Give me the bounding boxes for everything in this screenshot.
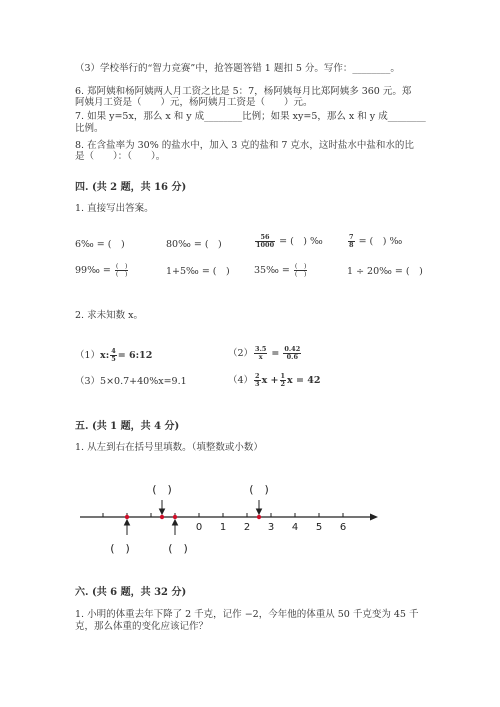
section6-heading: 六. (共 6 题，共 32 分): [75, 587, 187, 598]
tick-label-5: 5: [315, 522, 323, 533]
tick-label-0: 0: [195, 522, 203, 533]
calc-7-over-8: $\frac{7}{8}$ = ( ) ‰: [349, 233, 403, 249]
q8-text-line1: 8. 在含盐率为 30% 的盐水中，加入 3 克的盐和 7 克水，这时盐水中盐和水的比: [75, 140, 414, 151]
calc-35-permille: 35‰ = $\frac{( )}{( )}$: [254, 262, 307, 278]
s4-q2-title: 2. 求未知数 x。: [75, 310, 143, 321]
equation-4: （4） $\frac{2}{3}$ x + $\frac{1}{2}$ x = 42: [228, 372, 321, 388]
s5-q1-title: 1. 从左到右在括号里填数。（填整数或小数）: [75, 442, 263, 453]
equation-1: （1）x: $\frac{4}{5}$ = 6:12: [75, 347, 153, 363]
blank-bottom-a: ( ): [110, 542, 130, 555]
blank-bottom-b: ( ): [168, 542, 188, 555]
arrow-up-icon: [173, 520, 178, 535]
equation-3: （3）5×0.7+40%x=9.1: [75, 376, 187, 387]
number-line-figure: [0, 480, 500, 570]
equation-2: （2） $\frac{3.5}{x}$ = $\frac{0.42}{0.6}$: [228, 345, 301, 361]
blank-top-a: ( ): [152, 483, 172, 496]
red-point-b: [160, 515, 164, 519]
tick-label-4: 4: [291, 522, 299, 533]
red-point-c: [173, 515, 177, 519]
calc-1-div-20-permille: 1 ÷ 20‰ = ( ): [347, 266, 423, 277]
q6-text-line1: 6. 郑阿姨和杨阿姨两人月工资之比是 5：7，杨阿姨每月比郑阿姨多 360 元。郑: [75, 86, 412, 97]
arrow-down-icon: [160, 500, 165, 514]
arrow-down-icon: [257, 500, 262, 514]
axis-arrowhead: [370, 514, 378, 521]
calc-80-permille: 80‰ = ( ): [166, 239, 222, 250]
red-point-d: [257, 515, 261, 519]
q6-text-line2: 阿姨月工资是（ ）元，杨阿姨月工资是（ ）元。: [75, 97, 313, 108]
s6-q1-line1: 1. 小明的体重去年下降了 2 千克，记作 −2，今年他的体重从 50 千克变为 45 千: [75, 609, 419, 620]
q3-text: （3）学校举行的“智力竞赛”中，抢答题答错 1 题扣 5 分。写作：________。: [75, 63, 400, 74]
q7-text-line1: 7. 如果 y=5x，那么 x 和 y 成________比例；如果 xy=5，那么 x 和 y 成________: [75, 111, 426, 122]
section4-heading: 四. (共 2 题，共 16 分): [75, 182, 187, 193]
blank-top-b: ( ): [249, 483, 269, 496]
calc-1-plus-5-permille: 1+5‰ = ( ): [166, 266, 230, 277]
calc-56-over-1000: $\frac{56}{1000}$ = ( ) ‰: [256, 233, 323, 249]
tick-labels: [196, 522, 346, 533]
s4-q1-title: 1. 直接写出答案。: [75, 203, 154, 214]
tick-label-3: 3: [267, 522, 275, 533]
tick-label-2: 2: [243, 522, 251, 533]
calc-6-permille: 6‰ = ( ): [75, 239, 125, 250]
q8-text-line2: 是（ ）：（ ）。: [75, 151, 166, 162]
calc-99-permille: 99‰ = $\frac{( )}{( )}$: [75, 262, 128, 278]
red-point-a: [125, 515, 129, 519]
section5-heading: 五. (共 1 题，共 4 分): [75, 421, 180, 432]
s6-q1-line2: 克，那么体重的变化应该记作？: [75, 621, 209, 632]
arrow-up-icon: [125, 520, 130, 535]
tick-label-6: 6: [339, 522, 347, 533]
q7-text-line2: 比例。: [75, 123, 104, 134]
tick-label-1: 1: [219, 522, 227, 533]
